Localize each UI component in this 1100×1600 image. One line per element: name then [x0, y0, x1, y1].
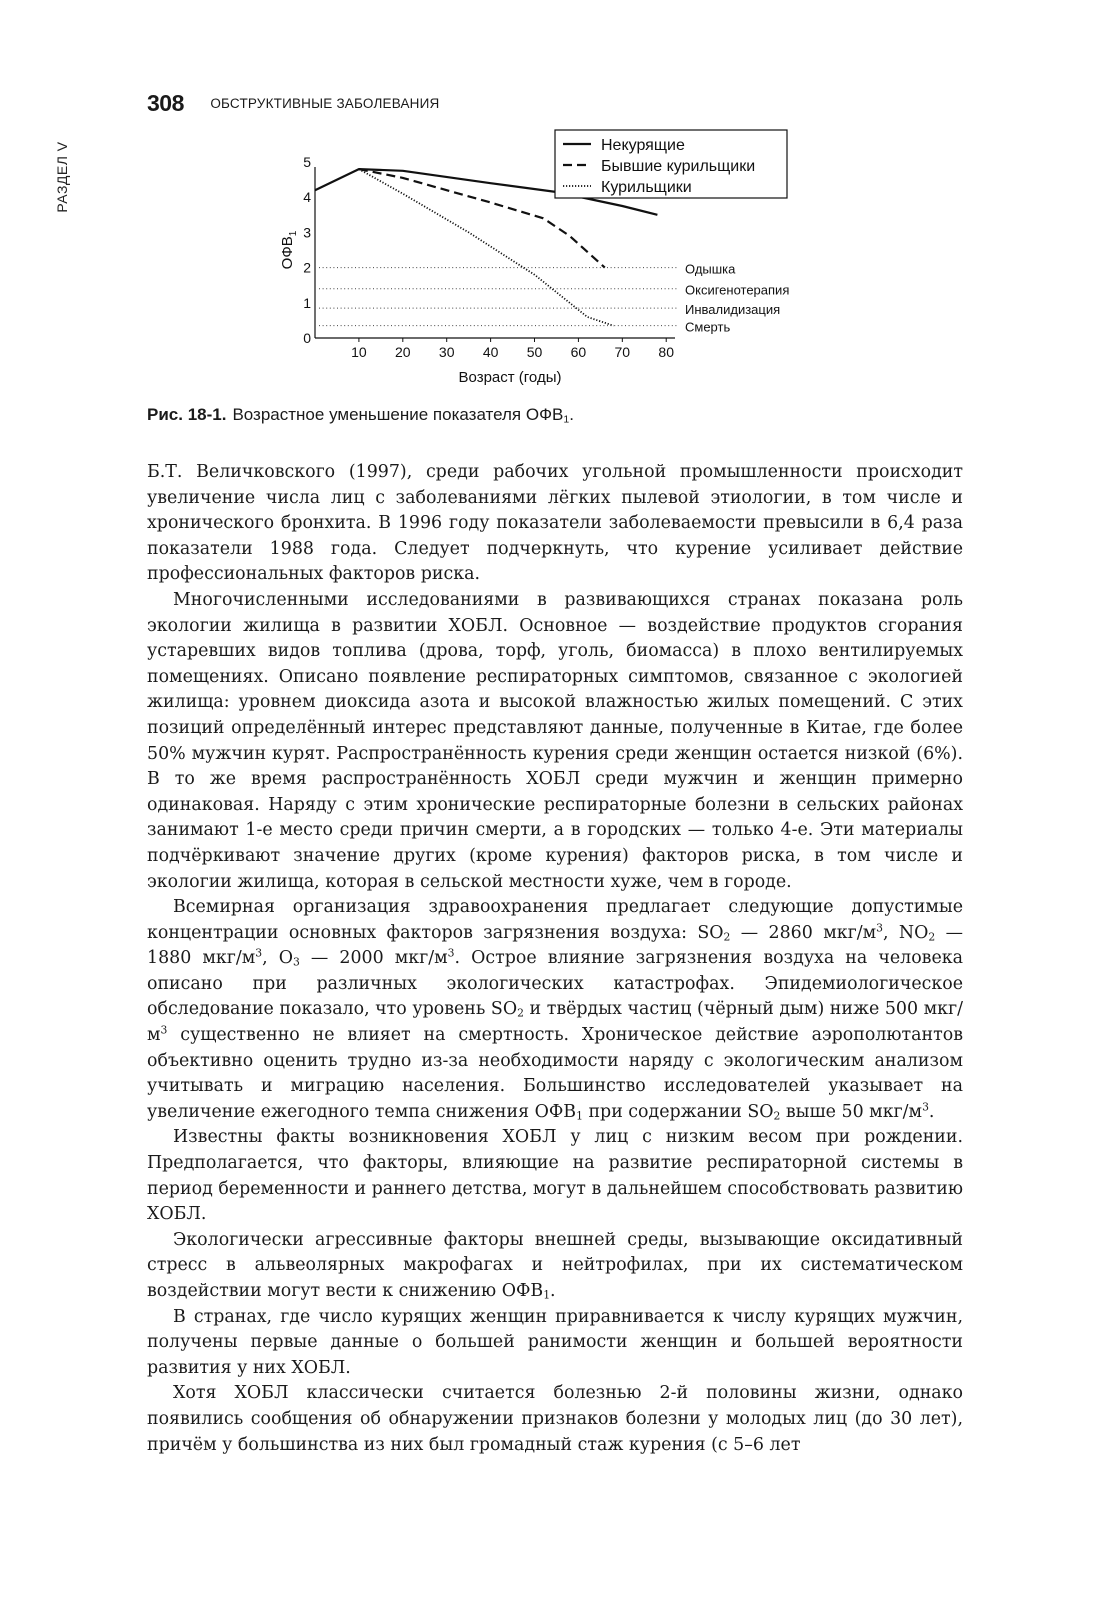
paragraph	[147, 1381, 963, 1458]
text-run: Всемирная организация здравоохранения предлагает следующие допустимые концентрации основных факторов загрязнения воздуха: SO	[147, 897, 963, 943]
chart-threshold-lines	[319, 262, 789, 335]
figure-caption-label: Рис. 18-1.	[147, 405, 227, 424]
text-run: , O	[262, 948, 293, 969]
y-tick-label: 3	[303, 224, 311, 241]
y-tick-label: 1	[303, 294, 311, 311]
paragraph	[147, 1228, 963, 1305]
subscript: 2	[773, 1109, 781, 1123]
y-tick-label: 0	[303, 330, 311, 346]
figure-caption-subscript: 1	[563, 413, 570, 426]
y-axis-label-main: ОФВ	[279, 236, 296, 270]
paragraph	[147, 1305, 963, 1382]
paragraph	[147, 895, 963, 1125]
subscript: 1	[576, 1109, 583, 1123]
subscript: 2	[928, 930, 936, 944]
x-tick-label: 50	[526, 344, 543, 360]
paragraph	[147, 588, 963, 895]
section-side-label-text: РАЗДЕЛ V	[54, 141, 70, 213]
legend-label: Некурящие	[601, 137, 685, 154]
text-run: при содержании SO	[582, 1101, 774, 1122]
superscript: 3	[160, 1023, 168, 1037]
text-run: существенно не влияет на смертность. Хроническое действие аэрополютантов объективно оценить трудно из-за необходимости наряду с экологическим анализом учитывать и миграцию населения. Большинство исследователей указывает на увеличение ежегодного темпа снижения ОФВ	[147, 1025, 963, 1122]
threshold-label: Смерть	[685, 319, 731, 335]
y-axis-label	[279, 230, 299, 269]
superscript: 3	[447, 946, 455, 960]
threshold-label: Одышка	[685, 261, 736, 277]
figure-caption	[147, 405, 574, 425]
legend-label: Бывшие курильщики	[601, 158, 756, 175]
y-tick-label: 5	[303, 154, 311, 171]
text-run: Известны факты возникновения ХОБЛ у лиц с низким весом при рождении. Предполагается, что факторы, влияющие на развитие респираторной системы в период беременности и раннего детства, могут в дальнейшем способствовать развитию ХОБЛ.	[147, 1127, 963, 1225]
x-tick-label: 40	[482, 344, 499, 360]
subscript: 3	[292, 955, 300, 969]
paragraph	[147, 460, 963, 588]
figure-caption-text: Возрастное уменьшение показателя ОФВ	[232, 405, 564, 424]
y-axis-label-group	[279, 230, 299, 269]
x-tick-label: 80	[658, 344, 675, 360]
page-header	[147, 90, 439, 117]
figure-caption-end: .	[569, 405, 574, 424]
superscript: 3	[922, 1100, 929, 1114]
x-axis-label: Возраст (годы)	[458, 369, 562, 386]
subscript: 2	[517, 1007, 524, 1021]
text-run: Многочисленными исследованиями в развивающихся странах показана роль экологии жилища в развитии ХОБЛ. Основное — воздействие продуктов сгорания устаревших видов топлива (дрова, торф, уголь, биомасса) в плохо вентилируемых помещениях. Описано появление респираторных симптомов, связанное с экологией жилища: уровнем диоксида азота и высокой влажностью жилых помещений. С этих позиций определённый интерес представляют данные, полученные в Китае, где более 50% мужчин курят. Распространённость курения среди женщин остается низкой (6%). В то же время распространённость ХОБЛ среди мужчин и женщин примерно одинаковая. Наряду с этим хронические респираторные болезни в сельских районах занимают 1-е место среди причин смерти, а в городских — только 4-е. Эти материалы подчёркивают значение других (кроме курения) факторов риска, в том числе и экологии жилища, которая в сельской местности хуже, чем в городе.	[147, 589, 963, 892]
text-run: , NO	[882, 922, 929, 943]
x-tick-label: 70	[614, 344, 631, 360]
superscript: 3	[876, 921, 883, 935]
text-run: .	[928, 1101, 935, 1122]
fev1-chart	[265, 125, 825, 395]
x-tick-label: 20	[395, 344, 411, 360]
x-tick-label: 10	[351, 344, 367, 360]
page-number: 308	[147, 90, 184, 116]
x-tick-label: 60	[570, 344, 587, 360]
text-run: . Острое влияние загрязнения воздуха на человека описано при различных экологических катастрофах. Эпидемиологическое обследование показало, что уровень SO	[147, 948, 963, 1020]
text-run: выше 50 мкг/м	[780, 1101, 923, 1122]
text-run: Б.Т. Величковского (1997), среди рабочих угольной промышленности происходит увеличение числа лиц с заболеваниями лёгких пылевой этиологии, в том числе и хронического бронхита. В 1996 году показатели заболеваемости превысили в 6,4 раза показатели 1988 года. Следует подчеркнуть, что курение усиливает действие профессиональных факторов риска.	[147, 462, 963, 585]
paragraph	[147, 1125, 963, 1227]
text-run: Хотя ХОБЛ классически считается болезнью 2-й половины жизни, однако появились сообщения об обнаружении признаков болезни у молодых лиц (до 30 лет), причём у большинства из них был громадный стаж курения (с 5–6 лет	[147, 1383, 963, 1455]
y-tick-label: 2	[303, 259, 311, 276]
section-title: ОБСТРУКТИВНЫЕ ЗАБОЛЕВАНИЯ	[210, 96, 440, 111]
superscript: 3	[255, 946, 263, 960]
y-tick-label: 4	[303, 189, 311, 206]
text-run: — 2000 мкг/м	[299, 948, 448, 969]
text-run: .	[550, 1281, 556, 1301]
threshold-label: Оксигенотерапия	[685, 282, 790, 298]
text-run: В странах, где число курящих женщин приравнивается к числу курящих мужчин, получены первые данные о большей ранимости женщин и большей вероятности развития у них ХОБЛ.	[147, 1306, 963, 1378]
subscript: 2	[723, 930, 731, 944]
text-run: Экологически агрессивные факторы внешней среды, вызывающие оксидативный стресс в альвеолярных макрофагах и нейтрофилах, при их систематическом воздействии могут вести к снижению ОФВ	[147, 1229, 963, 1301]
body-text	[147, 460, 963, 1458]
threshold-label: Инвалидизация	[685, 302, 781, 318]
subscript: 1	[543, 1288, 551, 1302]
section-side-label	[52, 132, 72, 222]
legend-label: Курильщики	[601, 179, 692, 196]
x-tick-label: 30	[438, 344, 455, 360]
text-run: и твёрдых частиц (чёрный дым) ниже 500 мкг/м	[147, 999, 963, 1046]
chart-legend	[555, 130, 787, 198]
text-run: — 2860 мкг/м	[730, 922, 877, 943]
y-axis-label-subscript: 1	[288, 230, 299, 237]
text-run: — 1880 мкг/м	[147, 922, 963, 969]
